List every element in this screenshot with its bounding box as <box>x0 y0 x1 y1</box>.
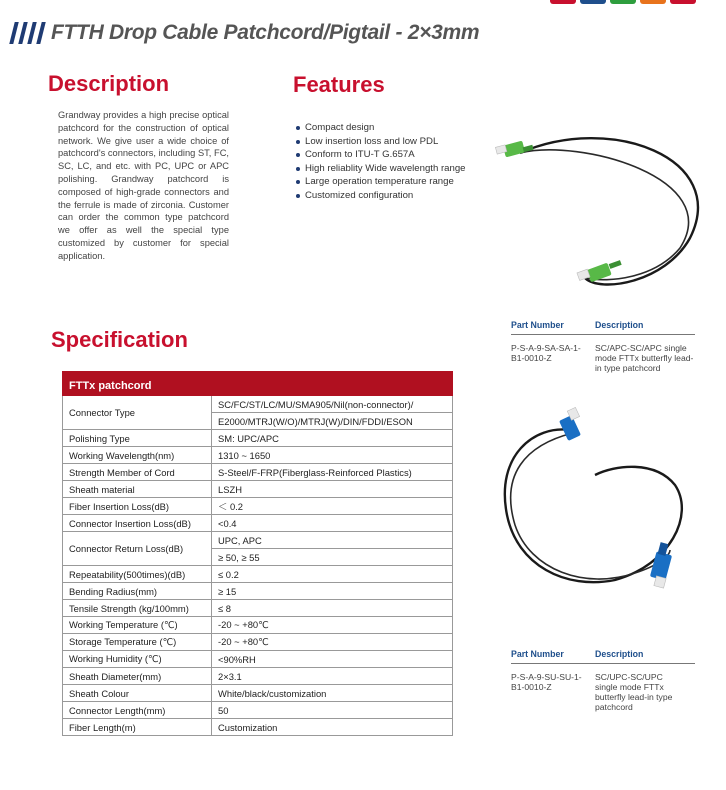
part-number-header: Part Number <box>511 320 564 330</box>
description-header: Description <box>595 649 644 659</box>
spec-key: Working Humidity (℃) <box>63 651 212 668</box>
top-color-tabs <box>550 0 696 6</box>
spec-value: -20 ~ +80℃ <box>212 634 453 651</box>
top-tab-2 <box>610 0 636 4</box>
spec-key: Sheath Diameter(mm) <box>63 668 212 685</box>
spec-key: Connector Type <box>63 396 212 430</box>
spec-key: Fiber Insertion Loss(dB) <box>63 498 212 515</box>
feature-item: Large operation temperature range <box>296 175 466 189</box>
table-row <box>63 566 453 583</box>
top-tab-0 <box>550 0 576 4</box>
connector-blue-bottom-icon <box>650 542 672 588</box>
table-row <box>63 583 453 600</box>
part-info-upc <box>511 649 695 712</box>
spec-value: White/black/customization <box>212 685 453 702</box>
table-row <box>63 515 453 532</box>
spec-key: Polishing Type <box>63 430 212 447</box>
part-number-value: P-S-A-9-SA-SA-1-B1-0010-Z <box>511 343 581 363</box>
page-header <box>12 20 479 46</box>
header-bars-icon <box>12 22 43 44</box>
spec-value: 1310 ~ 1650 <box>212 447 453 464</box>
table-row <box>63 396 453 413</box>
spec-key: Sheath material <box>63 481 212 498</box>
table-row <box>63 464 453 481</box>
spec-value: -20 ~ +80℃ <box>212 617 453 634</box>
table-row <box>63 430 453 447</box>
part-number-header: Part Number <box>511 649 564 659</box>
spec-key: Connector Return Loss(dB) <box>63 532 212 566</box>
top-tab-4 <box>670 0 696 4</box>
spec-value: <90%RH <box>212 651 453 668</box>
description-text: Grandway provides a high precise optical patchcord for the construction of optical network. We give user a wide choice of patchcord's connectors, including ST, FC, SC, LC, and etc. with PC, UPC or APC polishing. Grandway patchcord is composed of high-grade connectors and the ferrule is made of zirconia. Customer can order the common type patchcord we offer as well the special type customized by customer for special application. <box>58 110 229 261</box>
spec-key: Tensile Strength (kg/100mm) <box>63 600 212 617</box>
table-row <box>63 685 453 702</box>
specification-table <box>62 371 453 736</box>
table-row <box>63 498 453 515</box>
upc-patchcord-image <box>495 405 695 645</box>
description-title: Description <box>48 71 170 96</box>
table-row <box>63 481 453 498</box>
spec-key: Connector Insertion Loss(dB) <box>63 515 212 532</box>
page-title: FTTH Drop Cable Patchcord/Pigtail - 2×3mm <box>51 21 480 44</box>
part-info-apc <box>511 320 695 373</box>
connector-green-top-icon <box>495 141 533 158</box>
spec-key: Connector Length(mm) <box>63 702 212 719</box>
spec-key: Strength Member of Cord <box>63 464 212 481</box>
feature-item: High reliablity Wide wavelength range <box>296 162 466 176</box>
spec-key: Repeatability(500times)(dB) <box>63 566 212 583</box>
feature-item: Low insertion loss and low PDL <box>296 135 466 149</box>
feature-item: Conform to ITU-T G.657A <box>296 148 466 162</box>
top-tab-3 <box>640 0 666 4</box>
table-row <box>63 532 453 549</box>
feature-item: Customized configuration <box>296 189 466 203</box>
spec-value: 2×3.1 <box>212 668 453 685</box>
table-heading-row <box>63 372 453 396</box>
spec-value: 50 <box>212 702 453 719</box>
spec-value: SM: UPC/APC <box>212 430 453 447</box>
specification-title: Specification <box>51 327 188 352</box>
features-list <box>296 121 466 203</box>
top-tab-1 <box>580 0 606 4</box>
features-title: Features <box>293 72 385 97</box>
spec-value: SC/FC/ST/LC/MU/SMA905/Nil(non-connector)/ <box>212 396 453 413</box>
spec-value: ≤ 0.2 <box>212 566 453 583</box>
description-header: Description <box>595 320 644 330</box>
table-row <box>63 702 453 719</box>
table-row <box>63 634 453 651</box>
table-row <box>63 617 453 634</box>
spec-value: LSZH <box>212 481 453 498</box>
spec-value: ＜ 0.2 <box>212 498 453 515</box>
feature-item: Compact design <box>296 121 466 135</box>
table-row <box>63 447 453 464</box>
part-number-value: P-S-A-9-SU-SU-1-B1-0010-Z <box>511 672 582 692</box>
spec-key: Working Temperature (℃) <box>63 617 212 634</box>
table-row <box>63 651 453 668</box>
spec-value: ≥ 15 <box>212 583 453 600</box>
table-heading: FTTx patchcord <box>63 372 453 396</box>
spec-value: S-Steel/F-FRP(Fiberglass-Reinforced Plastics) <box>212 464 453 481</box>
table-row <box>63 719 453 736</box>
apc-patchcord-image <box>490 118 720 308</box>
spec-value: ≥ 50, ≥ 55 <box>212 549 453 566</box>
table-row <box>63 600 453 617</box>
part-description-value: SC/APC-SC/APC single mode FTTx butterfly lead-in type patchcord <box>595 343 694 373</box>
spec-value: <0.4 <box>212 515 453 532</box>
part-description-value: SC/UPC-SC/UPC single mode FTTx butterfly lead-in type patchcord <box>595 672 673 712</box>
table-row <box>63 668 453 685</box>
spec-value: E2000/MTRJ(W/O)/MTRJ(W)/DIN/FDDI/ESON <box>212 413 453 430</box>
spec-key: Working Wavelength(nm) <box>63 447 212 464</box>
spec-value: Customization <box>212 719 453 736</box>
spec-value: UPC, APC <box>212 532 453 549</box>
spec-key: Storage Temperature (℃) <box>63 634 212 651</box>
spec-value: ≤ 8 <box>212 600 453 617</box>
spec-key: Fiber Length(m) <box>63 719 212 736</box>
spec-key: Sheath Colour <box>63 685 212 702</box>
spec-key: Bending Radius(mm) <box>63 583 212 600</box>
